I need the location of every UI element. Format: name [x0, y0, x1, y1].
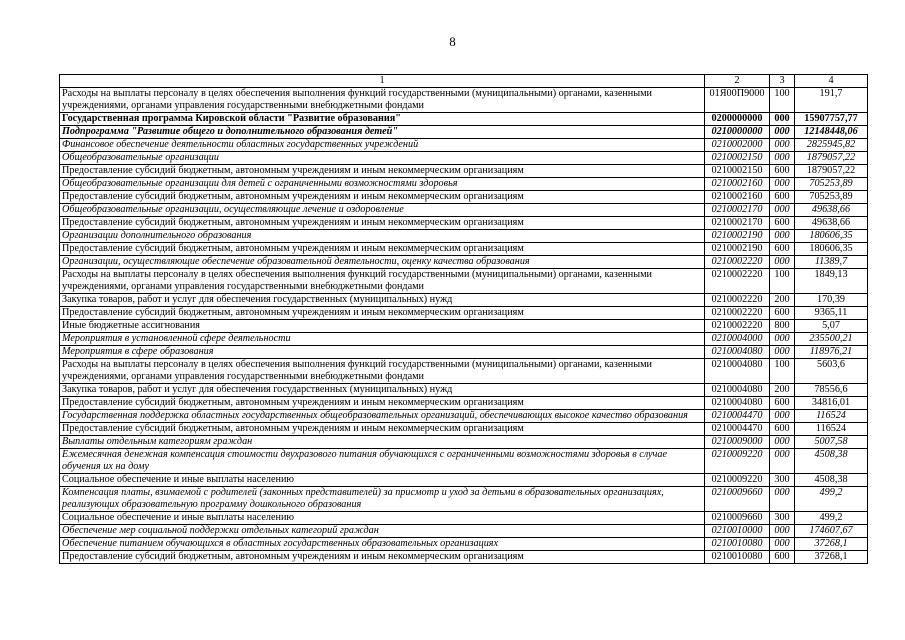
table-row [60, 126, 868, 139]
row-expense-kind: 200 [770, 384, 795, 397]
table-row [60, 178, 868, 191]
row-expense-kind: 000 [770, 126, 795, 139]
table-row [60, 512, 868, 525]
row-target-code: 0210004080 [705, 384, 770, 397]
row-name: Расходы на выплаты персоналу в целях обеспечения выполнения функций государственными (муниципальными) органами, казенными учреждениями, органами управления государственными внебюджетными фондами [60, 359, 705, 384]
row-amount: 118976,21 [795, 346, 868, 359]
row-expense-kind: 100 [770, 269, 795, 294]
header-col-code: 2 [705, 75, 770, 88]
row-amount: 4508,38 [795, 474, 868, 487]
row-target-code: 0210002160 [705, 178, 770, 191]
row-expense-kind: 000 [770, 487, 795, 512]
row-name: Финансовое обеспечение деятельности областных государственных учреждений [60, 139, 705, 152]
row-expense-kind: 200 [770, 294, 795, 307]
row-name: Государственная поддержка областных государственных общеобразовательных организаций, обеспечивающих высокое качество образования [60, 410, 705, 423]
row-name: Государственная программа Кировской области "Развитие образования" [60, 113, 705, 126]
row-expense-kind: 300 [770, 474, 795, 487]
row-amount: 5603,6 [795, 359, 868, 384]
row-amount: 2825945,82 [795, 139, 868, 152]
row-amount: 37268,1 [795, 551, 868, 564]
row-target-code: 0210002220 [705, 294, 770, 307]
row-target-code: 0210002170 [705, 204, 770, 217]
table-row [60, 436, 868, 449]
table-row [60, 256, 868, 269]
row-amount: 1879057,22 [795, 152, 868, 165]
table-row [60, 294, 868, 307]
table-row [60, 269, 868, 294]
row-target-code: 0210002220 [705, 307, 770, 320]
table-row [60, 397, 868, 410]
table-row [60, 230, 868, 243]
table-row [60, 449, 868, 474]
row-name: Мероприятия в сфере образования [60, 346, 705, 359]
row-name: Предоставление субсидий бюджетным, автономным учреждениям и иным некоммерческим организациям [60, 191, 705, 204]
row-expense-kind: 800 [770, 320, 795, 333]
row-name: Общеобразовательные организации [60, 152, 705, 165]
row-amount: 9365,11 [795, 307, 868, 320]
row-target-code: 0210004470 [705, 410, 770, 423]
row-target-code: 0210002170 [705, 217, 770, 230]
row-expense-kind: 000 [770, 333, 795, 346]
row-amount: 37268,1 [795, 538, 868, 551]
budget-table [59, 74, 868, 564]
row-target-code: 0210009660 [705, 512, 770, 525]
table-row [60, 191, 868, 204]
row-name: Мероприятия в установленной сфере деятельности [60, 333, 705, 346]
row-target-code: 0210004000 [705, 333, 770, 346]
row-name: Общеобразовательные организации для детей с ограниченными возможностями здоровья [60, 178, 705, 191]
row-name: Предоставление субсидий бюджетным, автономным учреждениям и иным некоммерческим организациям [60, 217, 705, 230]
row-amount: 5,07 [795, 320, 868, 333]
row-target-code: 0210009220 [705, 449, 770, 474]
table-row [60, 217, 868, 230]
table-row [60, 320, 868, 333]
row-expense-kind: 000 [770, 230, 795, 243]
row-target-code: 0210009000 [705, 436, 770, 449]
row-expense-kind: 600 [770, 307, 795, 320]
row-target-code: 0210010080 [705, 551, 770, 564]
row-target-code: 0210004080 [705, 397, 770, 410]
row-expense-kind: 300 [770, 512, 795, 525]
table-row [60, 474, 868, 487]
row-expense-kind: 000 [770, 449, 795, 474]
table-header-row [60, 75, 868, 88]
row-name: Обеспечение мер социальной поддержки отдельных категорий граждан [60, 525, 705, 538]
row-amount: 12148448,06 [795, 126, 868, 139]
table-row [60, 423, 868, 436]
row-name: Общеобразовательные организации, осуществляющие лечение и оздоровление [60, 204, 705, 217]
row-amount: 170,39 [795, 294, 868, 307]
row-name: Обеспечение питанием обучающихся в областных государственных образовательных организациях [60, 538, 705, 551]
row-target-code: 0210009660 [705, 487, 770, 512]
table-row [60, 113, 868, 126]
table-row [60, 525, 868, 538]
row-name: Закупка товаров, работ и услуг для обеспечения государственных (муниципальных) нужд [60, 294, 705, 307]
table-row [60, 88, 868, 113]
page-number: 8 [449, 34, 456, 49]
row-target-code: 0210004080 [705, 359, 770, 384]
row-name: Организации, осуществляющие обеспечение образовательной деятельности, оценку качества образования [60, 256, 705, 269]
row-expense-kind: 600 [770, 217, 795, 230]
header-col-name: 1 [60, 75, 705, 88]
table-row [60, 152, 868, 165]
header-col-kind: 3 [770, 75, 795, 88]
row-amount: 116524 [795, 410, 868, 423]
row-amount: 705253,89 [795, 178, 868, 191]
table-row [60, 139, 868, 152]
row-expense-kind: 000 [770, 525, 795, 538]
row-expense-kind: 600 [770, 423, 795, 436]
row-expense-kind: 000 [770, 178, 795, 191]
row-expense-kind: 000 [770, 139, 795, 152]
row-expense-kind: 000 [770, 113, 795, 126]
row-target-code: 0210002220 [705, 256, 770, 269]
row-expense-kind: 600 [770, 551, 795, 564]
row-expense-kind: 000 [770, 256, 795, 269]
row-name: Организации дополнительного образования [60, 230, 705, 243]
row-name: Иные бюджетные ассигнования [60, 320, 705, 333]
row-name: Ежемесячная денежная компенсация стоимости двухразового питания обучающихся с ограниченными возможностями здоровья в случае обучения их на дому [60, 449, 705, 474]
row-name: Предоставление субсидий бюджетным, автономным учреждениям и иным некоммерческим организациям [60, 243, 705, 256]
table-row [60, 307, 868, 320]
row-expense-kind: 000 [770, 346, 795, 359]
budget-table-body [60, 75, 868, 564]
row-amount: 191,7 [795, 88, 868, 113]
row-name: Социальное обеспечение и иные выплаты населению [60, 512, 705, 525]
table-row [60, 165, 868, 178]
row-amount: 499,2 [795, 487, 868, 512]
table-row [60, 538, 868, 551]
table-row [60, 410, 868, 423]
table-row [60, 551, 868, 564]
row-name: Предоставление субсидий бюджетным, автономным учреждениям и иным некоммерческим организациям [60, 307, 705, 320]
row-amount: 34816,01 [795, 397, 868, 410]
row-name: Компенсация платы, взимаемой с родителей (законных представителей) за присмотр и уход за детьми в образовательных организациях, реализующих образовательную программу дошкольного образования [60, 487, 705, 512]
row-expense-kind: 000 [770, 204, 795, 217]
table-row [60, 487, 868, 512]
row-expense-kind: 000 [770, 410, 795, 423]
row-amount: 116524 [795, 423, 868, 436]
table-row [60, 204, 868, 217]
row-target-code: 0200000000 [705, 113, 770, 126]
row-name: Предоставление субсидий бюджетным, автономным учреждениям и иным некоммерческим организациям [60, 551, 705, 564]
row-amount: 1879057,22 [795, 165, 868, 178]
row-amount: 11389,7 [795, 256, 868, 269]
row-amount: 235500,21 [795, 333, 868, 346]
row-target-code: 0210002190 [705, 230, 770, 243]
row-name: Предоставление субсидий бюджетным, автономным учреждениям и иным некоммерческим организациям [60, 165, 705, 178]
row-target-code: 0210000000 [705, 126, 770, 139]
row-expense-kind: 000 [770, 538, 795, 551]
table-row [60, 333, 868, 346]
row-amount: 499,2 [795, 512, 868, 525]
row-target-code: 0210002150 [705, 165, 770, 178]
row-name: Расходы на выплаты персоналу в целях обеспечения выполнения функций государственными (муниципальными) органами, казенными учреждениями, органами управления государственными внебюджетными фондами [60, 269, 705, 294]
row-expense-kind: 600 [770, 243, 795, 256]
row-amount: 5007,58 [795, 436, 868, 449]
row-target-code: 0210002220 [705, 269, 770, 294]
row-amount: 15907757,77 [795, 113, 868, 126]
header-col-amount: 4 [795, 75, 868, 88]
row-name: Предоставление субсидий бюджетным, автономным учреждениям и иным некоммерческим организациям [60, 397, 705, 410]
table-row [60, 384, 868, 397]
row-expense-kind: 100 [770, 359, 795, 384]
row-name: Выплаты отдельным категориям граждан [60, 436, 705, 449]
row-amount: 705253,89 [795, 191, 868, 204]
row-amount: 1849,13 [795, 269, 868, 294]
row-target-code: 0210002000 [705, 139, 770, 152]
row-amount: 4508,38 [795, 449, 868, 474]
row-name: Подпрограмма "Развитие общего и дополнительного образования детей" [60, 126, 705, 139]
row-target-code: 0210002190 [705, 243, 770, 256]
row-amount: 180606,35 [795, 230, 868, 243]
row-target-code: 01Я00П9000 [705, 88, 770, 113]
row-target-code: 0210004080 [705, 346, 770, 359]
row-amount: 49638,66 [795, 217, 868, 230]
row-amount: 78556,6 [795, 384, 868, 397]
row-target-code: 0210002150 [705, 152, 770, 165]
table-row [60, 346, 868, 359]
row-expense-kind: 600 [770, 397, 795, 410]
row-name: Закупка товаров, работ и услуг для обеспечения государственных (муниципальных) нужд [60, 384, 705, 397]
row-expense-kind: 600 [770, 191, 795, 204]
row-expense-kind: 600 [770, 165, 795, 178]
row-name: Социальное обеспечение и иные выплаты населению [60, 474, 705, 487]
row-target-code: 0210002220 [705, 320, 770, 333]
row-name: Расходы на выплаты персоналу в целях обеспечения выполнения функций государственными (муниципальными) органами, казенными учреждениями, органами управления государственными внебюджетными фондами [60, 88, 705, 113]
row-expense-kind: 000 [770, 152, 795, 165]
row-name: Предоставление субсидий бюджетным, автономным учреждениям и иным некоммерческим организациям [60, 423, 705, 436]
row-target-code: 0210009220 [705, 474, 770, 487]
row-expense-kind: 000 [770, 436, 795, 449]
row-expense-kind: 100 [770, 88, 795, 113]
row-target-code: 0210004470 [705, 423, 770, 436]
row-target-code: 0210010000 [705, 525, 770, 538]
row-amount: 49638,66 [795, 204, 868, 217]
table-row [60, 243, 868, 256]
row-target-code: 0210002160 [705, 191, 770, 204]
row-target-code: 0210010080 [705, 538, 770, 551]
table-row [60, 359, 868, 384]
row-amount: 180606,35 [795, 243, 868, 256]
row-amount: 174607,67 [795, 525, 868, 538]
